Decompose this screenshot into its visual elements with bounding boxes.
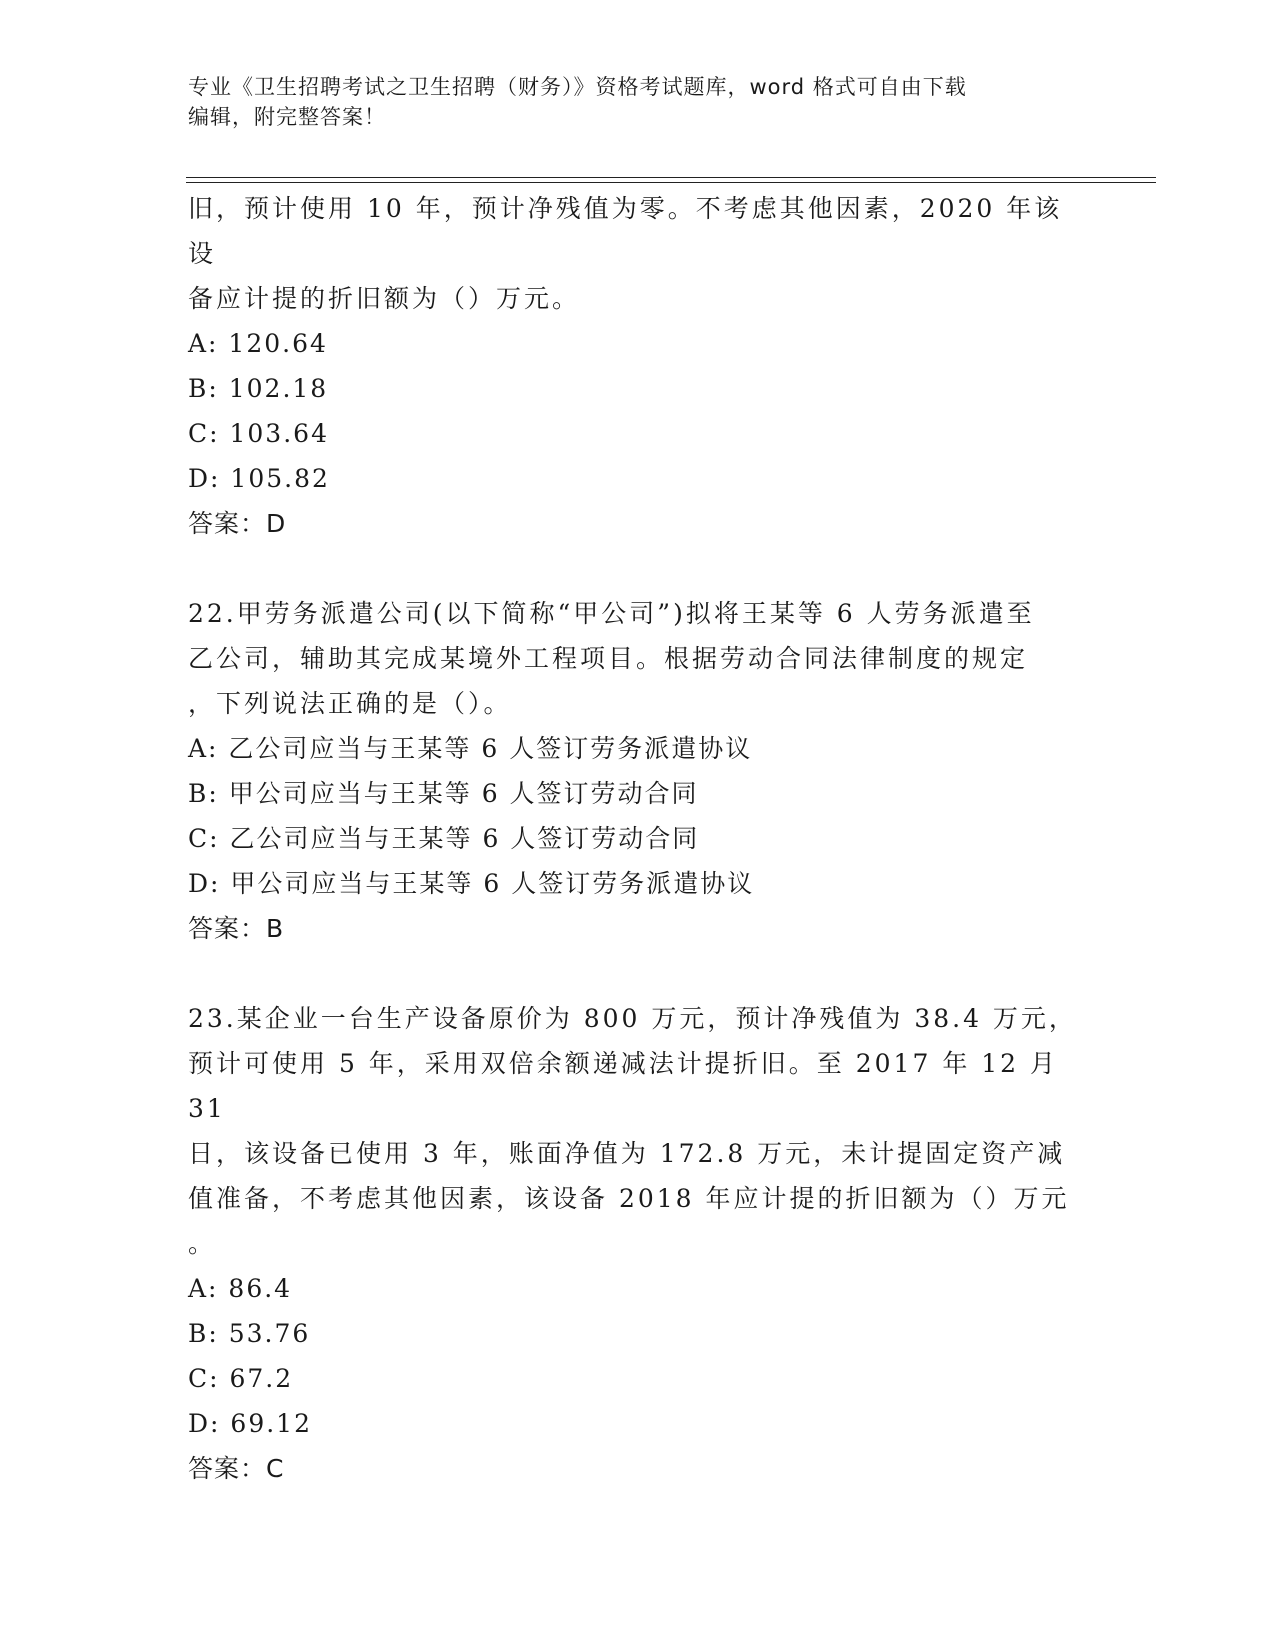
option-b: B: 53.76 xyxy=(188,1319,311,1348)
question-text-line: 23.某企业一台生产设备原价为 800 万元，预计净残值为 38.4 万元， xyxy=(188,1004,1077,1033)
option-a: A: 乙公司应当与王某等 6 人签订劳务派遣协议 xyxy=(188,734,753,763)
option-b: B: 甲公司应当与王某等 6 人签订劳动合同 xyxy=(188,779,699,808)
question-22 xyxy=(188,591,1088,951)
question-text-line: 。 xyxy=(188,1229,217,1258)
option-c: C: 乙公司应当与王某等 6 人签订劳动合同 xyxy=(188,824,700,853)
option-a: A: 86.4 xyxy=(188,1274,293,1303)
question-21 xyxy=(188,186,1088,546)
question-text-line: 值准备，不考虑其他因素，该设备 2018 年应计提的折旧额为（）万元 xyxy=(188,1184,1070,1213)
option-d: D: 甲公司应当与王某等 6 人签订劳务派遣协议 xyxy=(188,869,755,898)
option-c: C: 103.64 xyxy=(188,419,329,448)
question-text-line: 旧，预计使用 10 年，预计净残值为零。不考虑其他因素，2020 年该设 xyxy=(188,194,1063,268)
option-d: D: 69.12 xyxy=(188,1409,312,1438)
question-23 xyxy=(188,996,1088,1491)
question-text-line: 乙公司，辅助其完成某境外工程项目。根据劳动合同法律制度的规定 xyxy=(188,644,1029,673)
option-a: A: 120.64 xyxy=(188,329,328,358)
answer: 答案：B xyxy=(188,914,285,943)
header-line-2: 编辑，附完整答案！ xyxy=(188,105,386,129)
option-c: C: 67.2 xyxy=(188,1364,294,1393)
question-text-line: 日，该设备已使用 3 年，账面净值为 172.8 万元，未计提固定资产减 xyxy=(188,1139,1066,1168)
document-body xyxy=(188,186,1088,1491)
option-b: B: 102.18 xyxy=(188,374,329,403)
document-header xyxy=(188,72,1088,132)
question-text-line: 预计可使用 5 年，采用双倍余额递减法计提折旧。至 2017 年 12 月 31 xyxy=(188,1049,1069,1123)
header-rule-top xyxy=(186,177,1156,178)
question-text-line: 备应计提的折旧额为（）万元。 xyxy=(188,284,581,313)
answer: 答案：D xyxy=(188,509,287,538)
header-line-1: 专业《卫生招聘考试之卫生招聘（财务）》资格考试题库，word 格式可自由下载 xyxy=(188,75,967,99)
question-text-line: 22.甲劳务派遣公司(以下简称“甲公司”)拟将王某等 6 人劳务派遣至 xyxy=(188,599,1035,628)
spacer xyxy=(188,546,1088,591)
option-d: D: 105.82 xyxy=(188,464,330,493)
question-text-line: ，下列说法正确的是（）。 xyxy=(188,689,512,718)
header-rule-bottom xyxy=(186,182,1156,183)
answer: 答案：C xyxy=(188,1454,285,1483)
spacer xyxy=(188,951,1088,996)
